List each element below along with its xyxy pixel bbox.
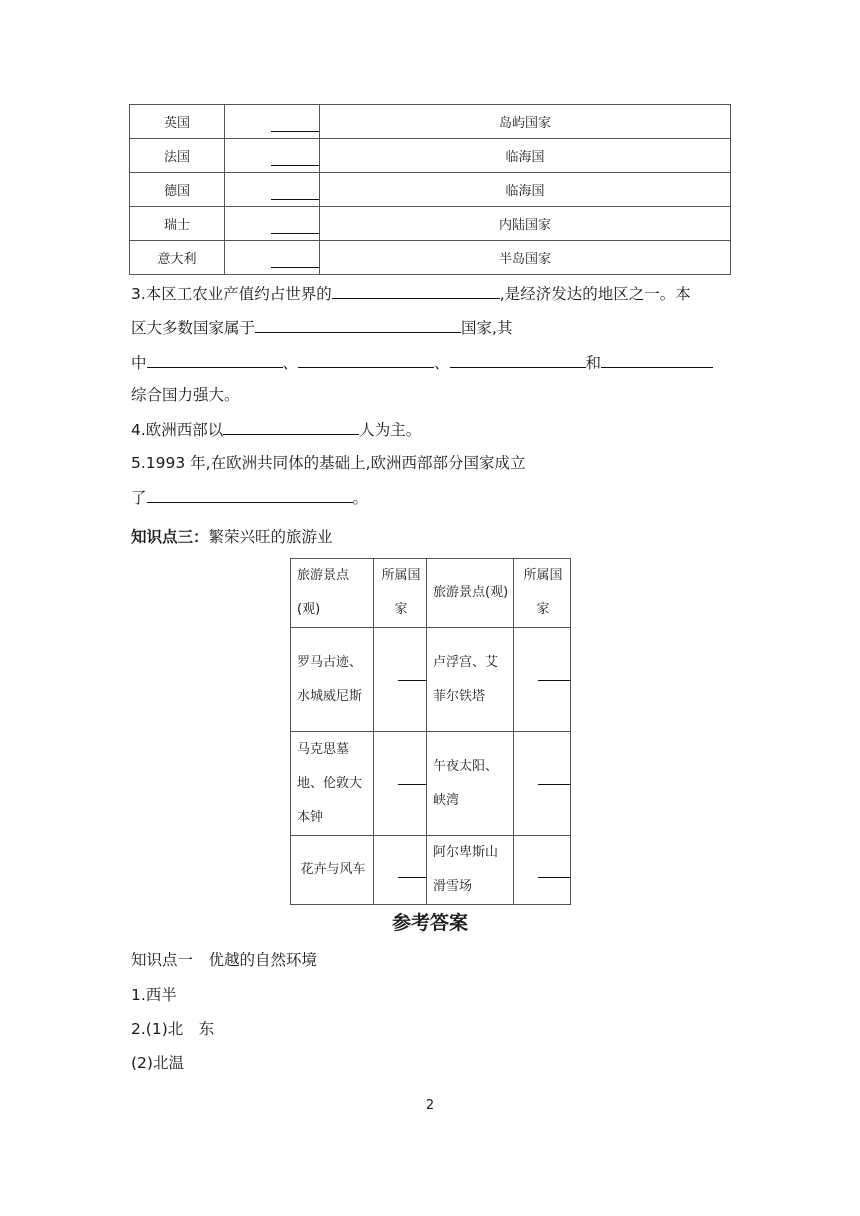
question-4 xyxy=(131,419,421,440)
question-5-line-2 xyxy=(131,487,368,508)
answer-blank xyxy=(374,628,427,732)
table-row xyxy=(291,732,571,836)
page-number: 2 xyxy=(425,1098,435,1113)
header-site: 旅游景点(观) xyxy=(291,559,374,628)
header-country: 所属国家 xyxy=(514,559,571,628)
question-text: 区大多数国家属于 xyxy=(131,319,256,337)
question-5-line-1: 5.1993 年,在欧洲共同体的基础上,欧洲西部部分国家成立 xyxy=(131,454,526,472)
answer-blank xyxy=(225,105,320,139)
answer-1: 1.西半 xyxy=(131,986,177,1004)
question-text: 。 xyxy=(352,489,369,507)
table-row xyxy=(130,139,731,173)
question-text: 国家,其 xyxy=(461,319,513,337)
question-text: 、 xyxy=(282,354,299,372)
answer-blank xyxy=(147,352,283,368)
country-name: 法国 xyxy=(130,139,225,173)
question-3-line-3 xyxy=(131,352,713,373)
site-cell: 罗马古迹、水城威尼斯 xyxy=(291,628,374,732)
answer-blank xyxy=(225,139,320,173)
question-text: 3.本区工农业产值约占世界的 xyxy=(131,285,332,303)
answer-blank xyxy=(255,317,461,333)
answer-blank xyxy=(147,487,353,503)
country-type: 内陆国家 xyxy=(320,207,731,241)
country-type: 临海国 xyxy=(320,139,731,173)
country-type: 临海国 xyxy=(320,173,731,207)
header-site: 旅游景点(观) xyxy=(427,559,514,628)
table-row xyxy=(291,836,571,905)
site-cell: 花卉与风车 xyxy=(291,836,374,905)
site-cell: 马克思墓地、伦敦大本钟 xyxy=(291,732,374,836)
site-cell: 午夜太阳、峡湾 xyxy=(427,732,514,836)
answer-blank xyxy=(225,207,320,241)
table-row xyxy=(130,241,731,275)
section-title: 繁荣兴旺的旅游业 xyxy=(208,528,333,546)
question-text: 人为主。 xyxy=(359,421,422,439)
table-row xyxy=(130,173,731,207)
country-type: 半岛国家 xyxy=(320,241,731,275)
tourism-table xyxy=(290,558,571,905)
answer-blank xyxy=(514,732,571,836)
table-row xyxy=(291,628,571,732)
table-row xyxy=(130,207,731,241)
question-text: 了 xyxy=(131,489,147,507)
answer-blank xyxy=(223,419,359,435)
answer-blank xyxy=(450,352,586,368)
answer-2: 2.(1)北 东 xyxy=(131,1020,215,1038)
question-text: 和 xyxy=(585,354,602,372)
answer-blank xyxy=(374,836,427,905)
table-header-row xyxy=(291,559,571,628)
answer-section-1: 知识点一 优越的自然环境 xyxy=(131,951,318,969)
country-type: 岛屿国家 xyxy=(320,105,731,139)
answer-blank xyxy=(225,241,320,275)
question-text: ,是经济发达的地区之一。本 xyxy=(499,285,691,303)
answer-blank xyxy=(514,628,571,732)
question-3-line-4: 综合国力强大。 xyxy=(131,386,240,404)
question-text: 中 xyxy=(131,354,147,372)
country-name: 英国 xyxy=(130,105,225,139)
country-name: 意大利 xyxy=(130,241,225,275)
answer-blank xyxy=(298,352,434,368)
section-label: 知识点三： xyxy=(131,528,209,546)
header-country: 所属国家 xyxy=(374,559,427,628)
countries-table xyxy=(129,104,731,275)
question-text: 、 xyxy=(434,354,450,372)
answer-blank xyxy=(514,836,571,905)
question-3-line-1 xyxy=(131,283,691,304)
answer-3: (2)北温 xyxy=(131,1054,184,1072)
question-text: 4.欧洲西部以 xyxy=(131,421,224,439)
answer-blank xyxy=(601,352,713,368)
section-heading xyxy=(131,525,333,547)
site-cell: 卢浮宫、艾菲尔铁塔 xyxy=(427,628,514,732)
answer-blank xyxy=(332,283,500,299)
site-cell: 阿尔卑斯山滑雪场 xyxy=(427,836,514,905)
answer-blank xyxy=(225,173,320,207)
country-name: 德国 xyxy=(130,173,225,207)
question-3-line-2 xyxy=(131,317,512,338)
answer-blank xyxy=(374,732,427,836)
country-name: 瑞士 xyxy=(130,207,225,241)
table-row xyxy=(130,105,731,139)
answers-title: 参考答案 xyxy=(391,912,468,934)
